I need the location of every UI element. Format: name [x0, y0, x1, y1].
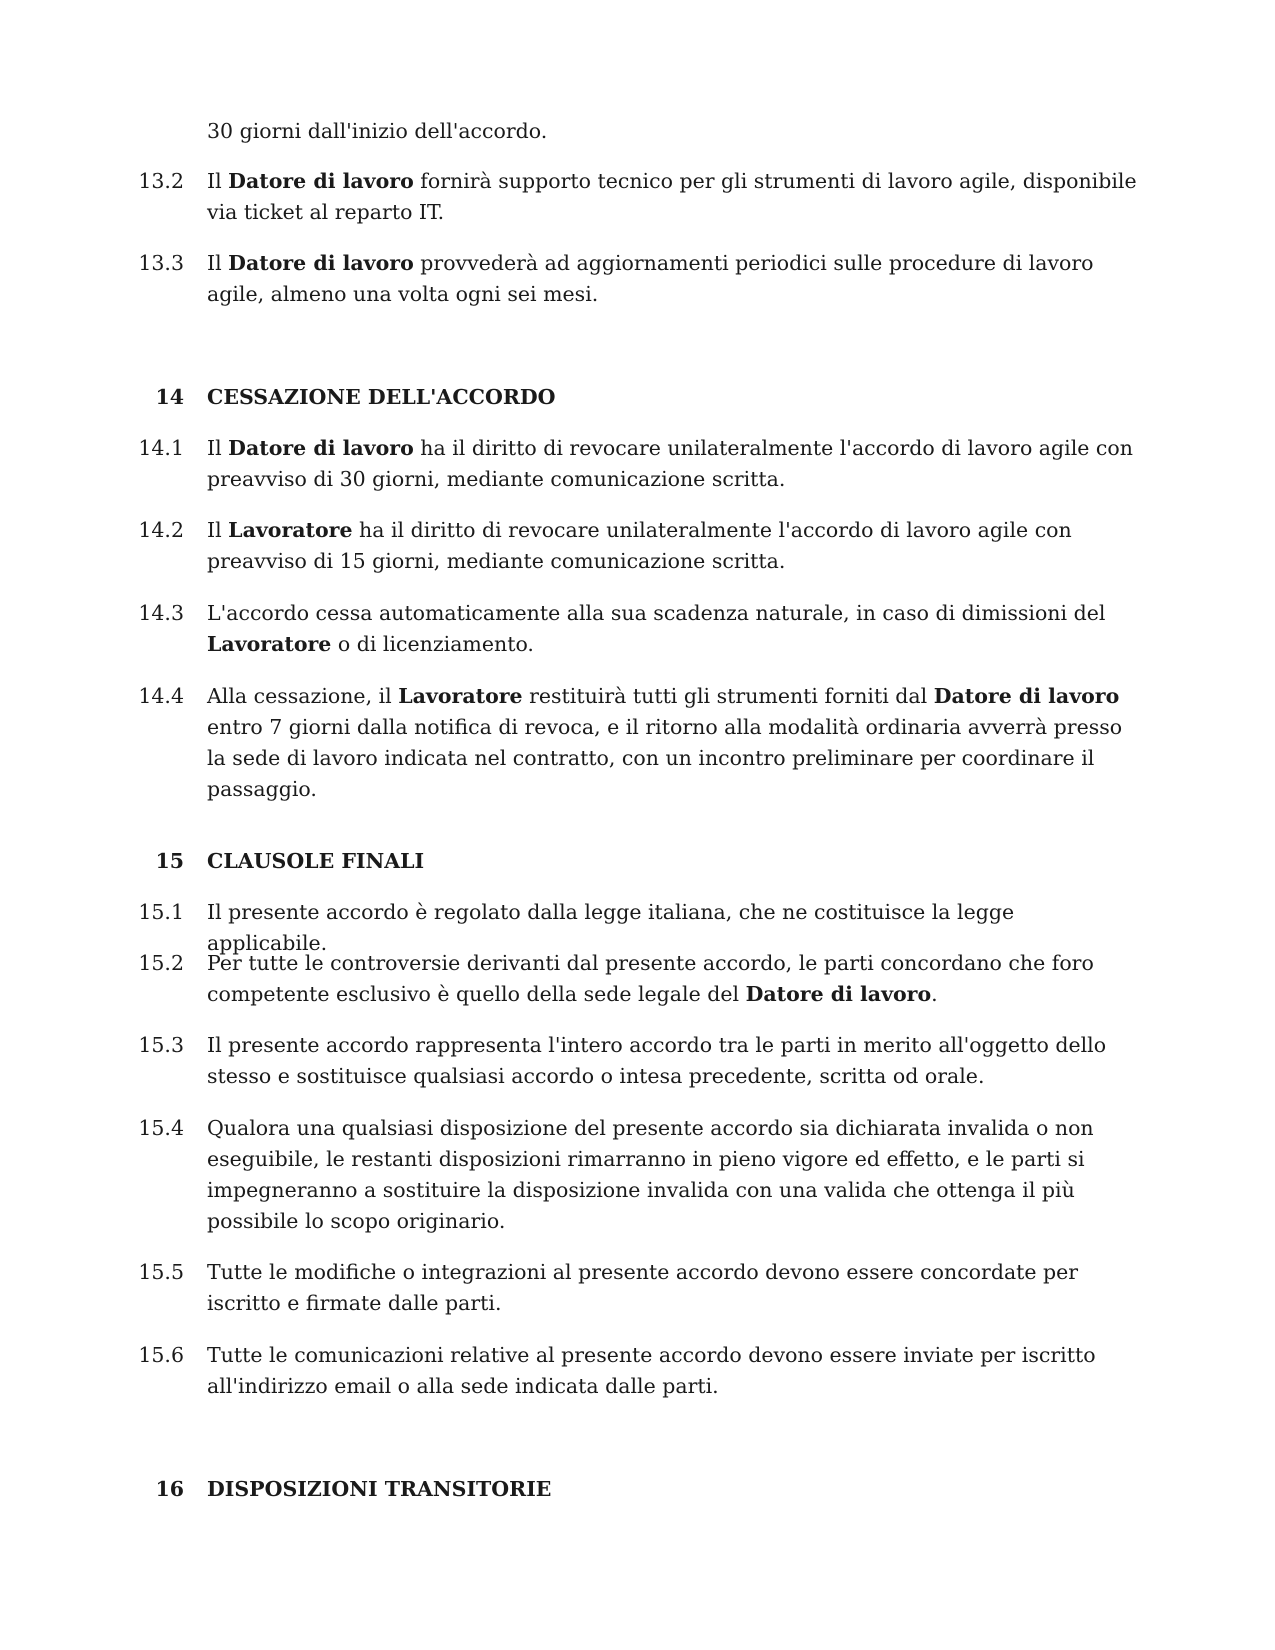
clause-number: 15.5 — [138, 1260, 184, 1284]
bold-term: Lavoratore — [228, 518, 353, 542]
clause-number: 15.4 — [138, 1116, 184, 1140]
bold-term: Datore di lavoro — [228, 169, 414, 193]
clause-number: 15.2 — [138, 951, 184, 975]
bold-term: Datore di lavoro — [228, 251, 414, 275]
bold-term: Lavoratore — [207, 632, 332, 656]
section-title: CESSAZIONE DELL'ACCORDO — [207, 385, 556, 409]
clause-number: 14.1 — [138, 436, 184, 460]
clause-number: 13.2 — [138, 169, 184, 193]
clause-text: Il presente accordo è regolato dalla legge italiana, che ne costituisce la legge applicabile. — [207, 900, 1015, 955]
clause-text: Il Datore di lavoro fornirà supporto tecnico per gli strumenti di lavoro agile, disponibile via ticket al reparto IT. — [207, 169, 1137, 224]
clause-text: L'accordo cessa automaticamente alla sua scadenza naturale, in caso di dimissioni del Lavoratore o di licenziamento. — [207, 601, 1106, 656]
clause-text: Il Datore di lavoro provvederà ad aggiornamenti periodici sulle procedure di lavoro agile, almeno una volta ogni sei mesi. — [207, 251, 1094, 306]
section-title: CLAUSOLE FINALI — [207, 849, 425, 873]
clause-number: 14.2 — [138, 518, 184, 542]
section-number: 15 — [155, 849, 184, 873]
clause-text: Il Lavoratore ha il diritto di revocare unilateralmente l'accordo di lavoro agile con preavviso di 15 giorni, mediante comunicazione scritta. — [207, 518, 1072, 573]
section-title: DISPOSIZIONI TRANSITORIE — [207, 1477, 552, 1501]
paragraph-text: 30 giorni dall'inizio dell'accordo. — [207, 119, 548, 143]
clause-text: Il presente accordo rappresenta l'intero accordo tra le parti in merito all'oggetto dello stesso e sostituisce qualsiasi accordo o intesa precedente, scritta od orale. — [207, 1033, 1107, 1088]
clause-text: Il Datore di lavoro ha il diritto di revocare unilateralmente l'accordo di lavoro agile con preavviso di 30 giorni, mediante comunicazione scritta. — [207, 436, 1133, 491]
bold-term: Datore di lavoro — [745, 982, 932, 1006]
clause-number: 14.3 — [138, 601, 184, 625]
clause-number: 14.4 — [138, 684, 184, 708]
section-number: 14 — [155, 385, 184, 409]
clause-text: Tutte le comunicazioni relative al presente accordo devono essere inviate per iscritto all'indirizzo email o alla sede indicata dalle parti. — [207, 1343, 1096, 1398]
clause-text: Qualora una qualsiasi disposizione del presente accordo sia dichiarata invalida o non eseguibile, le restanti disposizioni rimarranno in pieno vigore ed effetto, e le parti si impegneranno a sostituire la disposizione invalida con una valida che ottenga il più possibile lo scopo originario. — [207, 1116, 1094, 1233]
bold-term: Datore di lavoro — [933, 684, 1120, 708]
clause-number: 15.6 — [138, 1343, 184, 1367]
clause-text: Tutte le modifiche o integrazioni al presente accordo devono essere concordate per iscritto e firmate dalle parti. — [207, 1260, 1079, 1315]
bold-term: Lavoratore — [398, 684, 523, 708]
clause-number: 13.3 — [138, 251, 184, 275]
clause-text: Per tutte le controversie derivanti dal presente accordo, le parti concordano che foro competente esclusivo è quello della sede legale del Datore di lavoro. — [207, 951, 1094, 1006]
section-number: 16 — [155, 1477, 184, 1501]
clause-text: Alla cessazione, il Lavoratore restituirà tutti gli strumenti forniti dal Datore di lavoro entro 7 giorni dalla notifica di revoca, e il ritorno alla modalità ordinaria avverrà presso la sede di lavoro indicata nel contratto, con un incontro preliminare per coordinare il passaggio. — [207, 684, 1123, 801]
bold-term: Datore di lavoro — [228, 436, 414, 460]
clause-number: 15.3 — [138, 1033, 184, 1057]
clause-number: 15.1 — [138, 900, 184, 924]
